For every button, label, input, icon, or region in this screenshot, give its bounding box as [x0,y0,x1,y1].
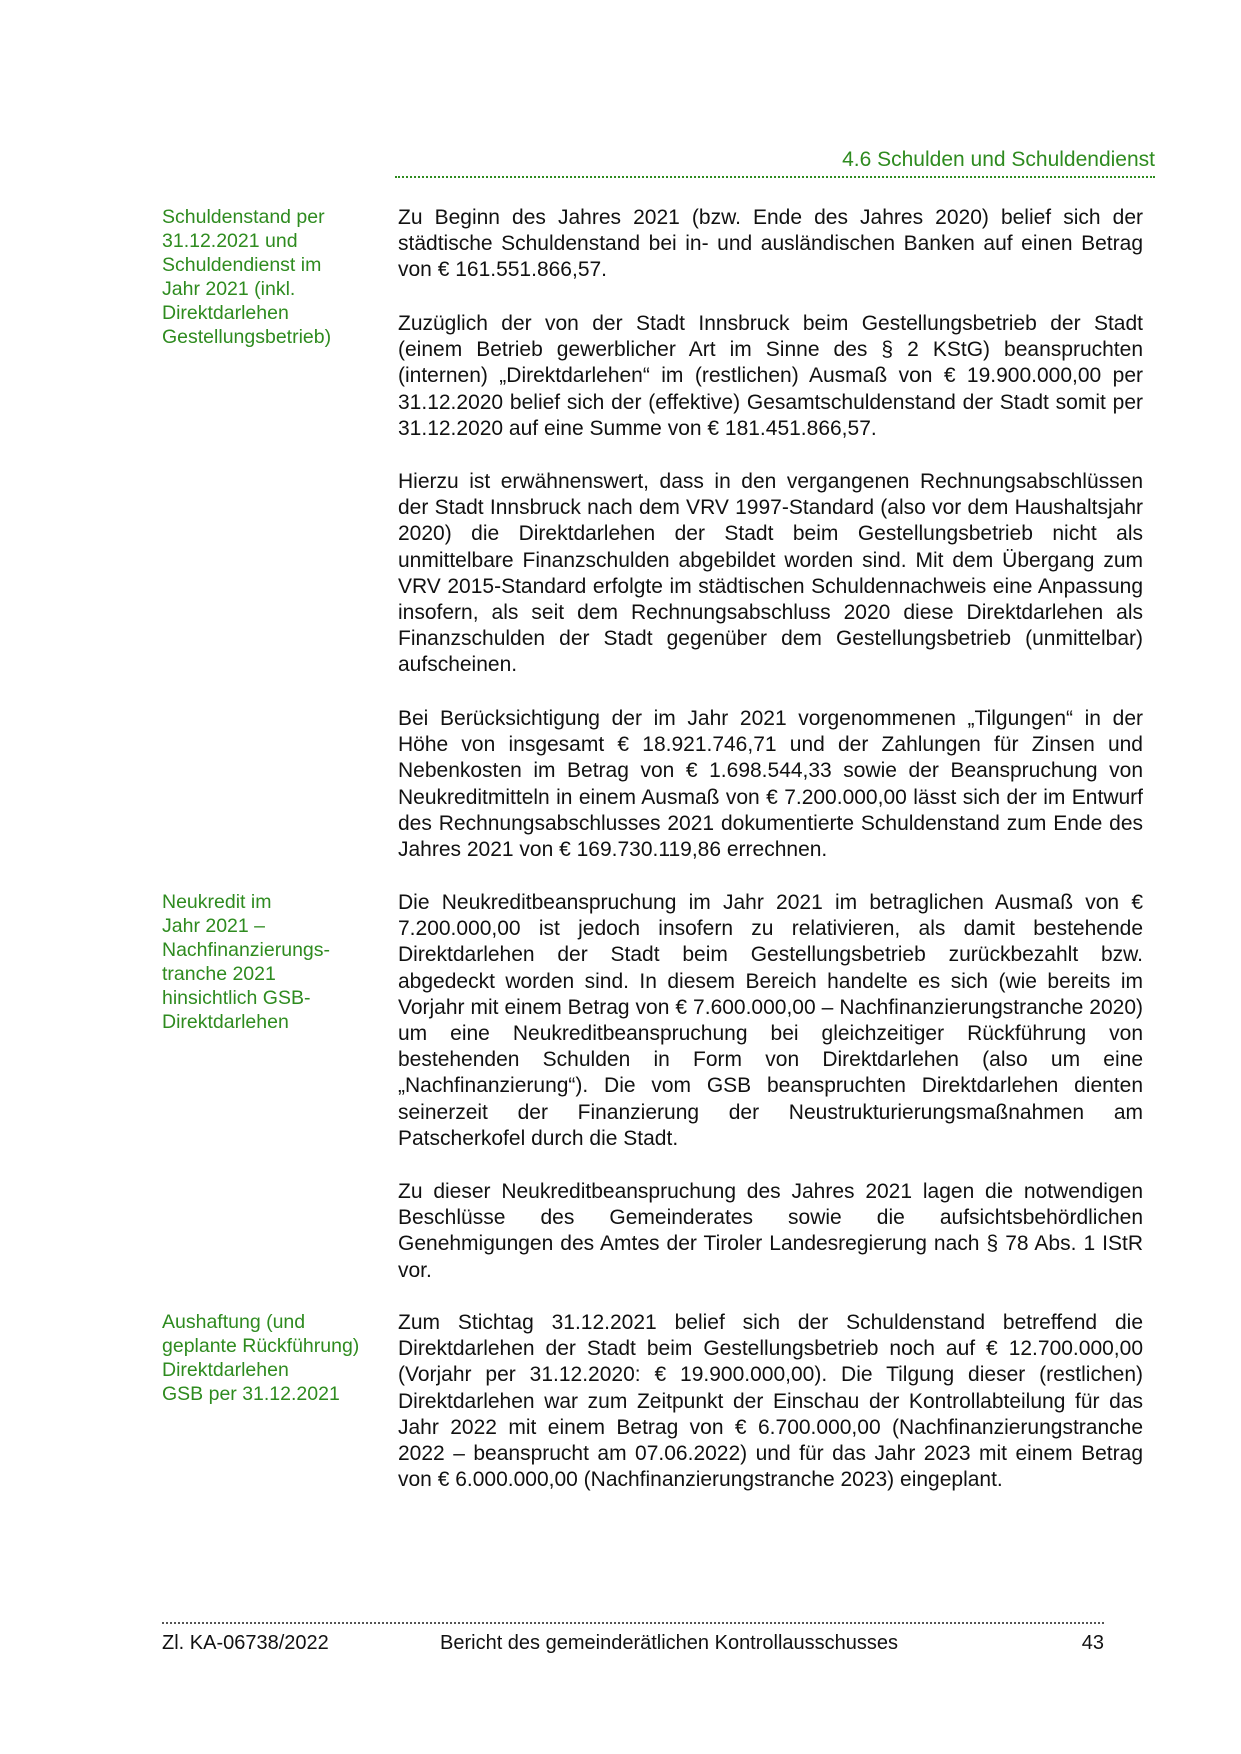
paragraph-tilgungen: Bei Berücksichtigung der im Jahr 2021 vorgenommenen „Tilgungen“ in der Höhe von insgesamt € 18.921.746,71 und der Zahlungen für Zinsen und Nebenkosten im Betrag von € 1.698.544,33 sowie der Beanspruchung von Neukreditmitteln in einem Ausmaß von € 7.200.000,00 lässt sich der im Entwurf des Rechnungsabschlusses 2021 dokumentierte Schuldenstand zum Ende des Jahres 2021 von € 169.730.119,86 errechnen. [398,707,1143,862]
paragraph-direktdarlehen-zuzueglich: Zuzüglich der von der Stadt Innsbruck beim Gestellungsbetrieb der Stadt (einem Betrieb gewerblicher Art im Sinne des § 2 KStG) beanspruchten (internen) „Direktdarlehen“ im (restlichen) Ausmaß von € 19.900.000,00 per 31.12.2020 belief sich der (effektive) Gesamtschuldenstand der Stadt somit per 31.12.2020 auf eine Summe von € 181.451.866,57. [398,312,1143,440]
header-divider [395,176,1155,178]
margin-note-schuldenstand: Schuldenstand per 31.12.2021 und Schuldendienst im Jahr 2021 (inkl. Direktdarlehen Gestellungsbetrieb) [162,206,332,348]
paragraph-schuldenstand-beginn: Zu Beginn des Jahres 2021 (bzw. Ende des Jahres 2020) belief sich der städtische Schuldenstand bei in- und ausländischen Banken auf einen Betrag von € 161.551.866,57. [398,206,1143,282]
paragraph-vrv-standard: Hierzu ist erwähnenswert, dass in den vergangenen Rechnungsabschlüssen der Stadt Innsbruck nach dem VRV 1997-Standard (also vor dem Haushaltsjahr 2020) die Direktdarlehen der Stadt beim Gestellungsbetrieb nicht als unmittelbare Finanzschulden abgebildet worden sind. Mit dem Übergang zum VRV 2015-Standard erfolgte im städtischen Schuldennachweis eine Anpassung insofern, als seit dem Rechnungsabschluss 2020 diese Direktdarlehen als Finanzschulden der Stadt gegenüber dem Gestellungsbetrieb (unmittelbar) aufscheinen. [398,470,1143,677]
margin-note-aushaftung: Aushaftung (und geplante Rückführung) Direktdarlehen GSB per 31.12.2021 [162,1311,360,1405]
section-header: 4.6 Schulden und Schuldendienst [842,148,1155,171]
page-number: 43 [1081,1632,1104,1654]
paragraph-stichtag: Zum Stichtag 31.12.2021 belief sich der Schuldenstand betreffend die Direktdarlehen der Stadt beim Gestellungsbetrieb noch auf € 12.700.000,00 (Vorjahr per 31.12.2020: € 19.900.000,00). Die Tilgung dieser (restlichen) Direktdarlehen war zum Zeitpunkt der Einschau der Kontrollabteilung für das Jahr 2022 mit einem Betrag von € 6.700.000,00 (Nachfinanzierungstranche 2022 – beansprucht am 07.06.2022) und für das Jahr 2023 mit einem Betrag von € 6.000.000,00 (Nachfinanzierungstranche 2023) eingeplant. [398,1311,1143,1492]
paragraph-neukreditbeanspruchung: Die Neukreditbeanspruchung im Jahr 2021 im betraglichen Ausmaß von € 7.200.000,00 ist jedoch insofern zu relativieren, als damit bestehende Direktdarlehen der Stadt beim Gestellungsbetrieb zurückbezahlt bzw. abgedeckt worden sind. In diesem Bereich handelte es sich (wie bereits im Vorjahr mit einem Betrag von € 7.600.000,00 – Nachfinanzierungstranche 2020) um eine Neukreditbeanspruchung bei gleichzeitiger Rückführung von bestehenden Schulden in Form von Direktdarlehen (also um eine „Nachfinanzierung“). Die vom GSB beanspruchten Direktdarlehen dienten seinerzeit der Finanzierung der Neustrukturierungsmaßnahmen am Patscherkofel durch die Stadt. [398,891,1143,1150]
footer-reference: Zl. KA-06738/2022 [162,1632,329,1654]
margin-note-neukredit: Neukredit im Jahr 2021 – Nachfinanzierungs- tranche 2021 hinsichtlich GSB- Direktdarlehen [162,891,331,1033]
footer-title: Bericht des gemeinderätlichen Kontrollausschusses [440,1632,899,1654]
footer-divider [162,1622,1104,1624]
paragraph-beschluesse: Zu dieser Neukreditbeanspruchung des Jahres 2021 lagen die notwendigen Beschlüsse des Gemeinderates sowie die aufsichtsbehördlichen Genehmigungen des Amtes der Tiroler Landesregierung nach § 78 Abs. 1 IStR vor. [398,1180,1143,1282]
